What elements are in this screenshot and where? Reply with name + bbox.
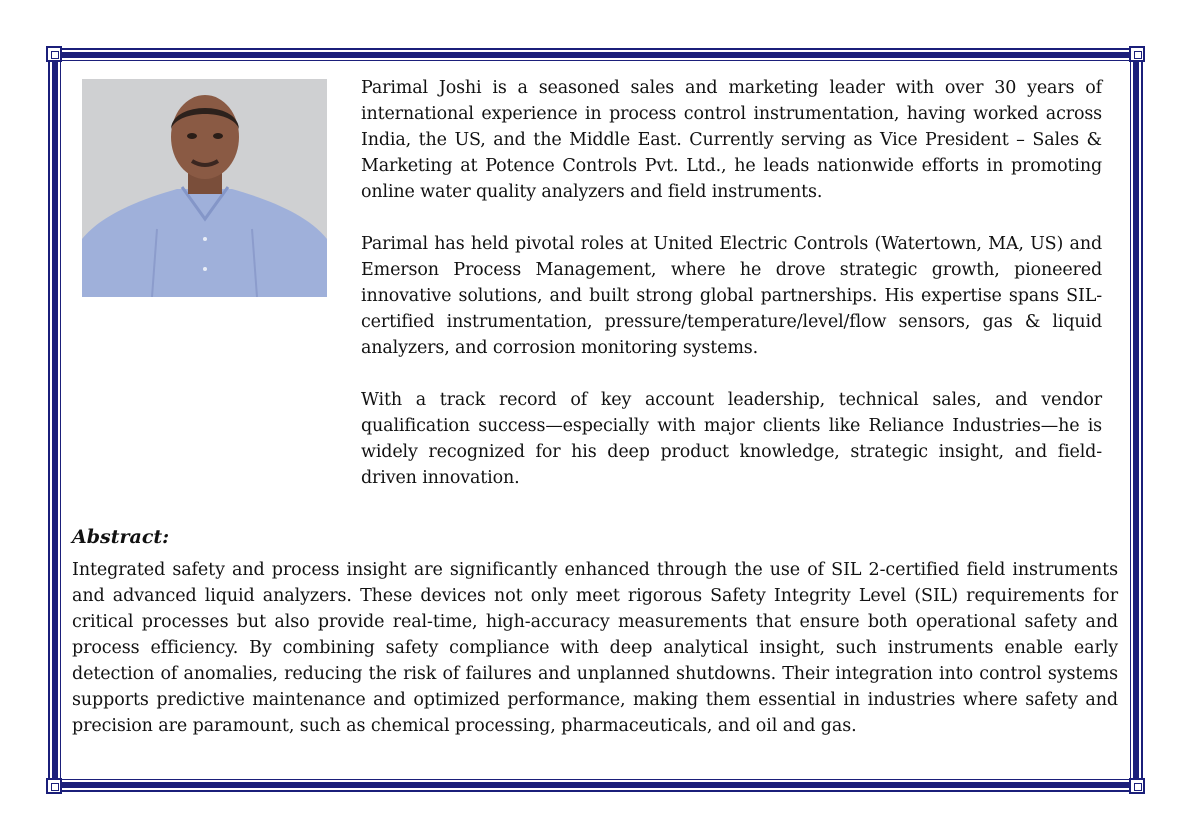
abstract-heading: Abstract: (72, 526, 170, 548)
bio-paragraph: Parimal Joshi is a seasoned sales and marketing leader with over 30 years of international experience in process control instrumentation, having worked across India, the US, and the Middle East. Currently serving as Vice President – Sales & Marketing at Potence Controls Pvt. Ltd., he leads nationwide efforts in promoting online water quality analyzers and field instruments. (361, 78, 1102, 202)
border-corner-top-right (1129, 46, 1145, 62)
bio-paragraph: With a track record of key account leadership, technical sales, and vendor qualification success—especially with major clients like Reliance Industries—he is widely recognized for his deep product knowledge, strategic insight, and field-driven innovation. (361, 390, 1102, 488)
border-corner-bottom-right (1129, 778, 1145, 794)
abstract-body: Integrated safety and process insight are significantly enhanced through the use of SIL 2-certified field instruments and advanced liquid analyzers. These devices not only meet rigorous Safety Integrity Level (SIL) requirements for critical processes but also provide real-time, high-accuracy measurements that ensure both operational safety and process efficiency. By combining safety compliance with deep analytical insight, such instruments enable early detection of anomalies, reducing the risk of failures and unplanned shutdowns. Their integration into control systems supports predictive maintenance and optimized performance, making them essential in industries where safety and precision are paramount, such as chemical processing, pharmaceuticals, and oil and gas. (72, 560, 1118, 736)
bio-text (361, 75, 1102, 517)
profile-photo (82, 79, 327, 297)
border-corner-top-left (46, 46, 62, 62)
border-corner-bottom-left (46, 778, 62, 794)
bio-paragraph: Parimal has held pivotal roles at United Electric Controls (Watertown, MA, US) and Emerson Process Management, where he drove strategic growth, pioneered innovative solutions, and built strong global partnerships. His expertise spans SIL-certified instrumentation, pressure/temperature/level/flow sensors, gas & liquid analyzers, and corrosion monitoring systems. (361, 234, 1102, 358)
